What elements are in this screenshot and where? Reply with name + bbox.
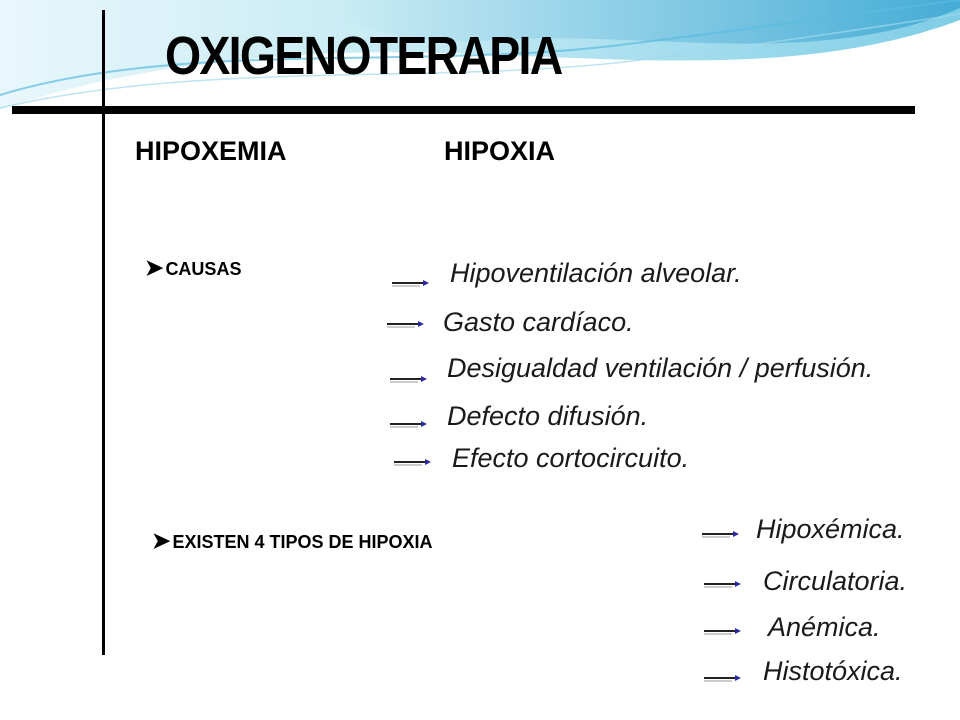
tipo-item: Histotóxica. xyxy=(763,656,903,686)
arrow-right-icon xyxy=(700,528,740,540)
tipo-item: Anémica. xyxy=(768,612,881,642)
causa-item: Desigualdad ventilación / perfusión. xyxy=(447,353,874,383)
causa-item: Gasto cardíaco. xyxy=(443,307,634,337)
arrow-right-icon xyxy=(702,578,742,590)
arrow-right-icon xyxy=(388,418,428,430)
arrow-right-icon xyxy=(390,277,430,289)
slide-title: OXIGENOTERAPIA xyxy=(165,26,562,86)
horizontal-rule xyxy=(12,106,915,114)
arrowhead-bullet-icon: ➤ xyxy=(152,528,171,553)
tipo-item: Circulatoria. xyxy=(763,566,908,596)
arrow-right-icon xyxy=(702,625,742,637)
arrow-right-icon xyxy=(392,456,432,468)
arrow-right-icon xyxy=(385,318,425,330)
tipos-bullet xyxy=(152,528,433,554)
arrow-right-icon xyxy=(702,672,742,684)
causas-label: CAUSAS xyxy=(165,259,242,279)
causas-bullet xyxy=(145,255,241,281)
arrow-right-icon xyxy=(388,373,428,385)
causa-item: Hipoventilación alveolar. xyxy=(450,258,742,288)
causa-item: Efecto cortocircuito. xyxy=(452,443,690,473)
arrowhead-bullet-icon: ➤ xyxy=(145,255,164,280)
heading-hipoxia: HIPOXIA xyxy=(444,136,556,166)
heading-hipoxemia: HIPOXEMIA xyxy=(135,136,287,166)
tipos-label: EXISTEN 4 TIPOS DE HIPOXIA xyxy=(172,532,433,552)
tipo-item: Hipoxémica. xyxy=(756,514,905,544)
causa-item: Defecto difusión. xyxy=(447,401,649,431)
